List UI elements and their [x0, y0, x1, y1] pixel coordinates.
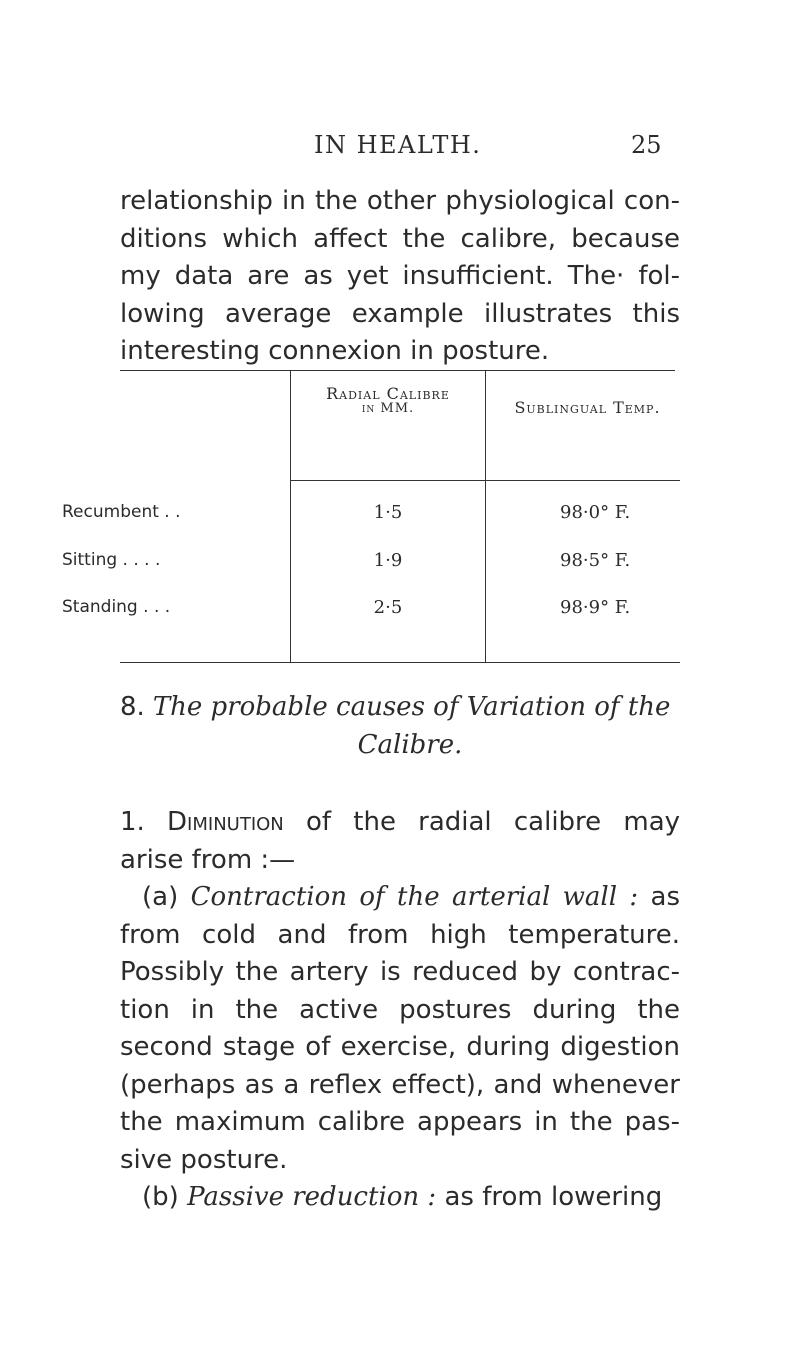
section-heading: [120, 689, 680, 764]
section-title: The probable causes of Variation of the: [152, 692, 671, 722]
table-cell-calibre: 1·5: [373, 502, 403, 523]
table-column-divider: [485, 370, 486, 662]
text-run: as: [650, 882, 681, 912]
table-cell-temp: 98·5° F.: [560, 550, 631, 571]
lead-word: Diminution: [167, 807, 284, 837]
text-line: (perhaps as a reflex effect), and whenever: [120, 1069, 680, 1100]
text-run: of the radial calibre may: [306, 807, 681, 837]
item-marker: (b): [142, 1182, 179, 1212]
item-marker: (a): [142, 882, 179, 912]
table-cell-calibre: 1·9: [373, 550, 403, 571]
text-line: my data are as yet insufficient. The· fol-: [120, 261, 680, 291]
intro-paragraph: [120, 183, 680, 371]
text-run: as from lowering: [444, 1182, 663, 1212]
text-line: sive posture.: [120, 1144, 288, 1175]
section-number: 8.: [120, 692, 145, 722]
text-line: Possibly the artery is reduced by contrac-: [120, 957, 680, 987]
table-cell-calibre: 2·5: [373, 597, 403, 618]
text-line: lowing average example illustrates this: [120, 298, 680, 329]
item-number: 1.: [120, 807, 145, 837]
section-title-continued: Calibre.: [357, 729, 463, 760]
page-number: 25: [631, 131, 662, 159]
text-line: from cold and from high temperature.: [120, 919, 680, 950]
table-cell-temp: 98·9° F.: [560, 597, 631, 618]
text-line: tion in the active postures during the: [120, 994, 680, 1025]
running-head: [0, 131, 800, 171]
text-line: interesting connexion in posture.: [120, 336, 550, 366]
column-header-calibre-line2: in MM.: [361, 401, 415, 416]
column-header-calibre-line1: Radial Calibre: [326, 384, 450, 403]
item-title: Passive reduction :: [187, 1182, 437, 1212]
column-header-calibre: [292, 386, 484, 416]
text-line: arise from :—: [120, 844, 296, 875]
text-line: relationship in the other physiological con-: [120, 186, 680, 216]
text-line: ditions which affect the calibre, because: [120, 223, 680, 254]
table-row-label: Standing . . .: [62, 597, 171, 617]
running-title: IN HEALTH.: [314, 131, 482, 159]
table-rule-bottom: [120, 662, 680, 663]
text-line: second stage of exercise, during digestion: [120, 1032, 680, 1062]
text-line: [120, 879, 680, 917]
text-line: [120, 1179, 680, 1217]
posture-table: [62, 370, 680, 665]
table-column-divider: [290, 370, 291, 662]
table-row-label: Sitting . . . .: [62, 550, 161, 570]
causes-paragraph: [120, 804, 680, 1217]
table-cell-temp: 98·0° F.: [560, 502, 631, 523]
text-line: the maximum calibre appears in the pas-: [120, 1107, 680, 1137]
table-rule-top: [120, 370, 675, 371]
item-title: Contraction of the arterial wall :: [190, 882, 639, 912]
table-row-label: Recumbent . .: [62, 502, 181, 522]
column-header-temp: Sublingual Temp.: [514, 398, 661, 417]
text-line: [120, 804, 680, 842]
